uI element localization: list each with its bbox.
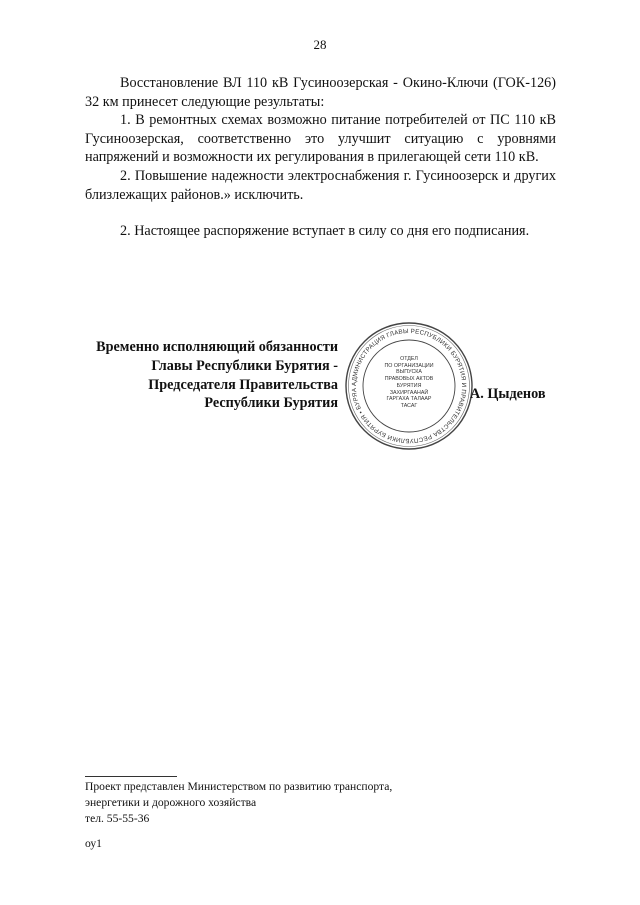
signer-position (70, 338, 338, 413)
seal-line: ВЫПУСКА (396, 369, 422, 376)
footnote-divider (85, 776, 177, 777)
document-body (85, 74, 556, 241)
footnote-line: энергетики и дорожного хозяйства (85, 795, 257, 809)
footnote (85, 779, 545, 826)
paragraph-effective-date: 2. Настоящее распоряжение вступает в силу со дня его подписания. (120, 223, 530, 240)
seal-line: ГАРГАХА ТАЛААР (386, 396, 432, 403)
signer-name: А. Цыденов (470, 386, 546, 402)
page-number: 28 (313, 37, 327, 52)
signer-position-line: Председателя Правительства (148, 376, 338, 393)
paragraph-restoration: Восстановление ВЛ 110 кВ Гусиноозерская - Окино-Ключи (ГОК-126) 32 км принесет следующие результаты: (85, 75, 556, 110)
seal-line: ОТДЕЛ (400, 356, 418, 362)
seal-ring-text: АДМИНИСТРАЦИЯ ГЛАВЫ РЕСПУБЛИКИ БУРЯТИЯ И ПРАВИТЕЛЬСТВА РЕСПУБЛИКИ БУРЯТИЯ • БУРЯА (350, 327, 468, 445)
seal-line: ТАСАГ (400, 402, 418, 409)
seal-center-text (343, 356, 475, 410)
seal-line: ПРАВОВЫХ АКТОВ (384, 376, 434, 383)
seal-line: ПО ОРГАНИЗАЦИИ (384, 362, 434, 369)
footnote-line: Проект представлен Министерством по развитию транспорта, (85, 780, 393, 793)
document-code: оу1 (85, 837, 102, 850)
seal-line: ЗАХИРГААНАЙ (389, 389, 429, 396)
official-seal (343, 320, 475, 452)
paragraph-item-2: 2. Повышение надежности электроснабжения г. Гусиноозерск и других близлежащих районов.» исключить. (85, 167, 556, 203)
signer-position-line: Временно исполняющий обязанности (96, 339, 338, 355)
signer-position-line: Республики Бурятия (204, 395, 338, 412)
seal-line: БУРЯТИЯ (396, 382, 422, 389)
paragraph-item-1: 1. В ремонтных схемах возможно питание потребителей от ПС 110 кВ Гусиноозерская, соответственно это улучшит ситуацию с уровнями напряжений и возможности их регулирования в прилегающей сети 110 кВ. (85, 112, 556, 166)
signer-position-line: Главы Республики Бурятия - (151, 357, 338, 374)
footnote-line: тел. 55-55-36 (85, 811, 150, 825)
